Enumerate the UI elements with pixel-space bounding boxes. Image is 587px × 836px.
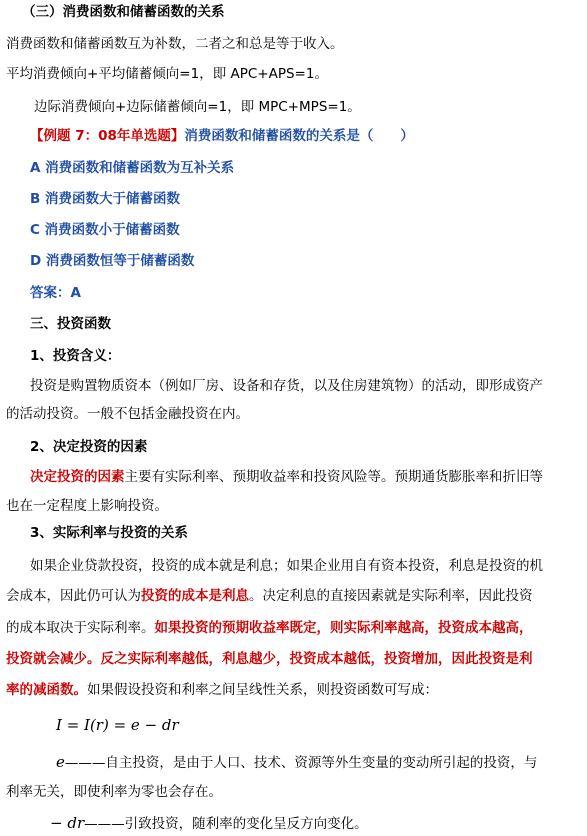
- formula: I = I(r) = e − dr: [56, 716, 179, 734]
- paragraph: 的成本取决于实际利率。如果投资的预期收益率既定，则实际利率越高，投资成本越高，: [6, 620, 533, 636]
- example-tag: 【例题 7：08年单选题】: [30, 128, 185, 144]
- example-question: [30, 126, 414, 146]
- highlight-text: 率的减函数。: [6, 682, 87, 698]
- paragraph: 会成本，因此仍可认为投资的成本是利息。决定利息的直接因素就是实际利率，因此投资: [6, 588, 533, 604]
- paragraph: 决定投资的因素主要有实际利率、预期收益率和投资风险等。预期通货膨胀率和折旧等: [30, 469, 543, 485]
- math-symbol: e: [56, 753, 65, 771]
- option-c: C 消费函数小于储蓄函数: [30, 222, 180, 238]
- paragraph: − dr———引致投资，随利率的变化呈反方向变化。: [50, 814, 368, 832]
- subheading-3: 3、实际利率与投资的关系: [30, 525, 188, 541]
- paragraph: 利率无关，即使利率为零也会存在。: [6, 784, 222, 800]
- math-symbol: − dr: [50, 814, 85, 832]
- highlight-text: 决定投资的因素: [30, 469, 125, 485]
- paragraph: 平均消费倾向+平均储蓄倾向=1，即 APC+APS=1。: [6, 66, 328, 82]
- paragraph: 的活动投资。一般不包括金融投资在内。: [6, 406, 249, 422]
- section-title: （三）消费函数和储蓄函数的关系: [22, 4, 225, 20]
- answer: 答案：A: [30, 285, 81, 301]
- paragraph: 投资是购置物质资本（例如厂房、设备和存货，以及住房建筑物）的活动，即形成资产: [30, 378, 543, 394]
- highlight-text: 投资的成本是利息: [141, 588, 249, 604]
- paragraph: 也在一定程度上影响投资。: [6, 498, 168, 514]
- heading-investment: 三、投资函数: [30, 316, 111, 332]
- option-a: A 消费函数和储蓄函数为互补关系: [30, 160, 235, 176]
- paragraph: 消费函数和储蓄函数互为补数，二者之和总是等于收入。: [6, 36, 344, 52]
- subheading-2: 2、决定投资的因素: [30, 439, 148, 455]
- option-b: B 消费函数大于储蓄函数: [30, 191, 180, 207]
- paragraph: e———自主投资，是由于人口、技术、资源等外生变量的变动所引起的投资，与: [56, 753, 538, 771]
- option-d: D 消费函数恒等于储蓄函数: [30, 253, 195, 269]
- example-text: 消费函数和储蓄函数的关系是（ ）: [184, 128, 414, 144]
- paragraph: 如果企业贷款投资，投资的成本就是利息；如果企业用自有资本投资，利息是投资的机: [30, 558, 543, 574]
- paragraph: 率的减函数。如果假设投资和利率之间呈线性关系，则投资函数可写成：: [6, 682, 438, 698]
- paragraph: 边际消费倾向+边际储蓄倾向=1，即 MPC+MPS=1。: [34, 99, 361, 115]
- subheading-1: 1、投资含义：: [30, 348, 121, 364]
- highlight-text: 如果投资的预期收益率既定，则实际利率越高，投资成本越高，: [154, 620, 533, 636]
- highlight-text: 投资就会减少。反之实际利率越低，利息越少，投资成本越低，投资增加，因此投资是利: [6, 651, 533, 667]
